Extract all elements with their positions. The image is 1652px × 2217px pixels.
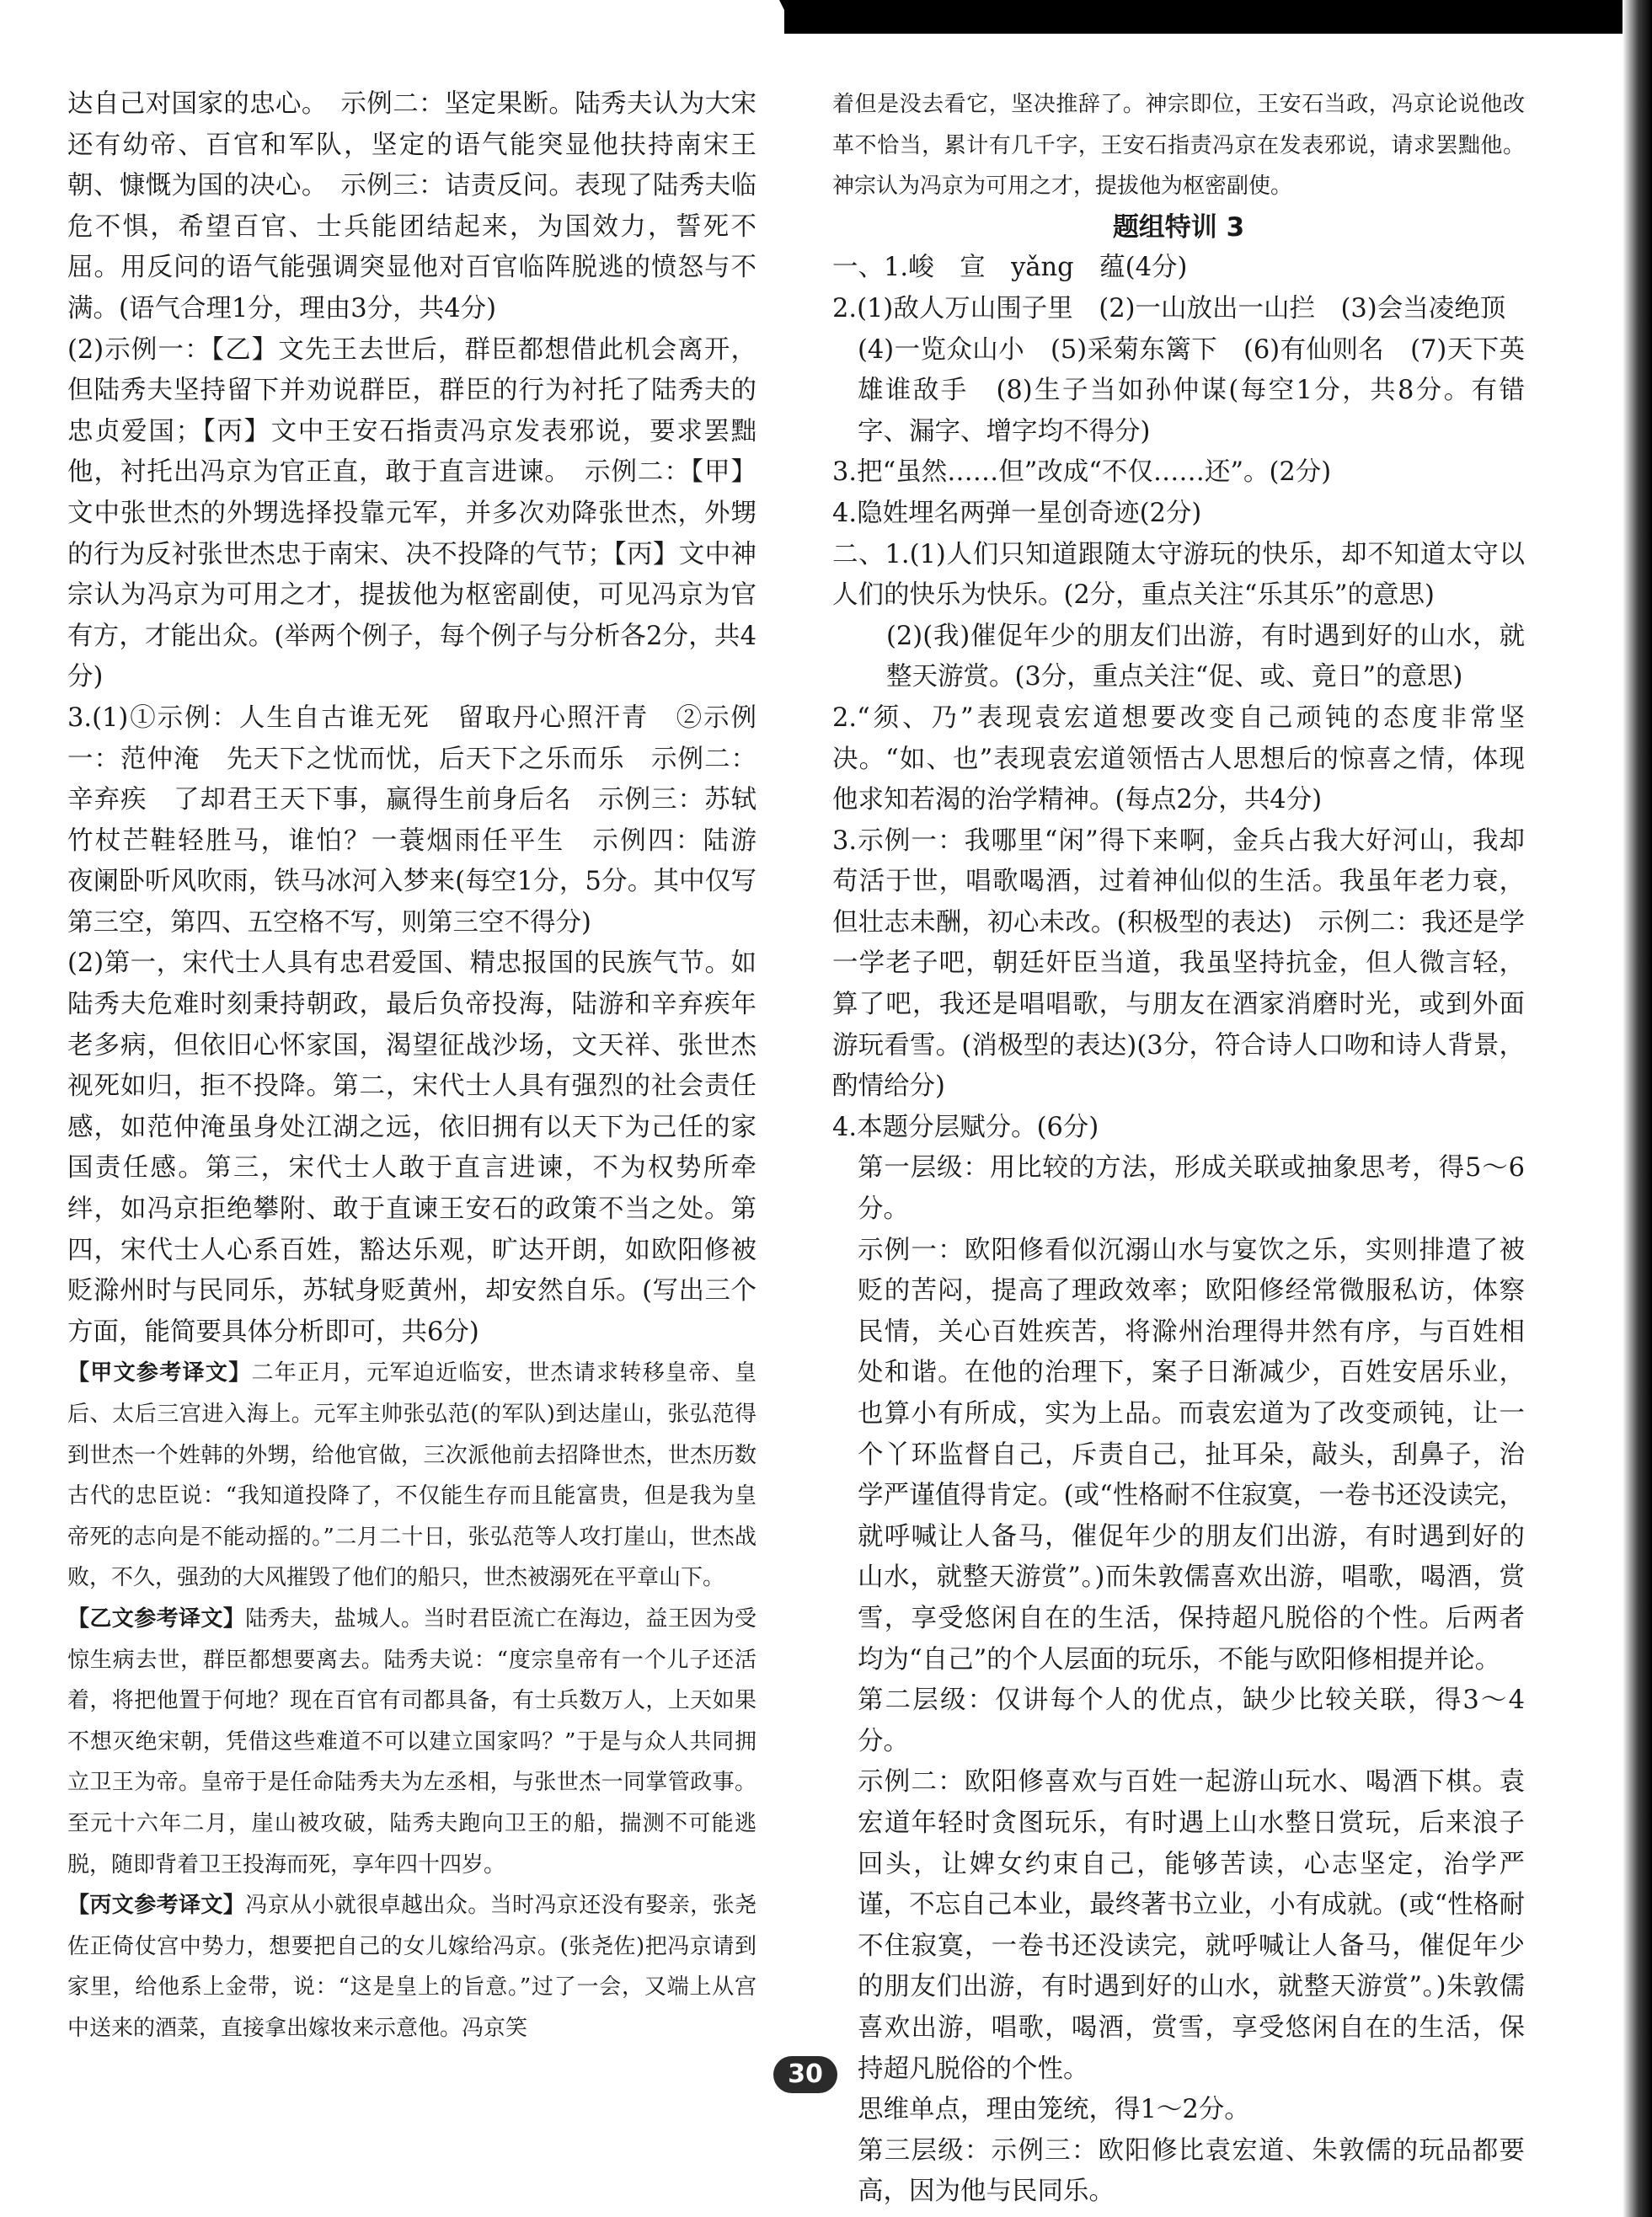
answer-item: 第三层级：示例三：欧阳修比袁宏道、朱敦儒的玩品都要高，因为他与民同乐。	[858, 2135, 1525, 2207]
right-column	[832, 84, 1525, 2213]
answer-item: (2)(我)催促年少的朋友们出游，有时遇到好的山水，就整天游赏。(3分，重点关注“促、或、竟日”的意思)	[886, 621, 1525, 692]
translation-text: 冯京从小就很卓越出众。当时冯京还没有娶亲，张尧佐正倚仗宫中势力，想要把自己的女儿嫁给冯京。(张尧佐)把冯京请到家里，给他系上金带，说：“这是皇上的旨意。”过了一会，又端上从宫中送来的酒菜，直接拿出嫁妆来示意他。冯京笑	[67, 1893, 756, 2041]
answer-paragraph: 达自己对国家的忠心。 示例二：坚定果断。陆秀夫认为大宋还有幼帝、百官和军队，坚定的语气能突显他扶持南宋王朝、慷慨为国的决心。 示例三：诘责反问。表现了陆秀夫临危不惧，希望百官、士兵能团结起来，为国效力，誓死不屈。用反问的语气能强调突显他对百官临阵脱逃的愤怒与不满。(语气合理1分，理由3分，共4分)	[67, 89, 756, 323]
answer-item: 3.示例一：我哪里“闲”得下来啊，金兵占我大好河山，我却苟活于世，唱歌喝酒，过着神仙似的生活。我虽年老力衰，但壮志未酬，初心未改。(积极型的表达) 示例二：我还是学一学老子吧，朝廷奸臣当道，我虽坚持抗金，但人微言轻，算了吧，我还是唱唱歌，与朋友在酒家消磨时光，或到外面游玩看雪。(消极型的表达)(3分，符合诗人口吻和诗人背景，酌情给分)	[832, 825, 1525, 1102]
translation-tag: 【丙文参考译文】	[67, 1893, 246, 1919]
answer-item: (4)一览众山小 (5)采菊东篱下 (6)有仙则名 (7)天下英雄谁敌手 (8)生子当如孙仲谋(每空1分，共8分。有错字、漏字、增字均不得分)	[858, 334, 1525, 446]
answer-item: 2.(1)敌人万山围子里 (2)一山放出一山拦 (3)会当凌绝顶	[832, 293, 1506, 323]
answer-paragraph: (2)第一，宋代士人具有忠君爱国、精忠报国的民族气节。如陆秀夫危难时刻秉持朝政，最后负帝投海，陆游和辛弃疾年老多病，但依旧心怀家国，渴望征战沙场，文天祥、张世杰视死如归，拒不投降。第二，宋代士人具有强烈的社会责任感，如范仲淹虽身处江湖之远，依旧拥有以天下为己任的家国责任感。第三，宋代士人敢于直言进谏，不为权势所牵绊，如冯京拒绝攀附、敢于直谏王安石的政策不当之处。第四，宋代士人心系百姓，豁达乐观，旷达开朗，如欧阳修被贬滁州时与民同乐，苏轼身贬黄州，却安然自乐。(写出三个方面，能简要具体分析即可，共6分)	[67, 948, 756, 1347]
answer-item: 示例二：欧阳修喜欢与百姓一起游山玩水、喝酒下棋。袁宏道年轻时贪图玩乐，有时遇上山水整日赏玩，后来浪子回头，让婢女约束自己，能够苦读，心志坚定，治学严谨，不忘自己本业，最终著书立业，小有成就。(或“性格耐不住寂寞，一卷书还没读完，就呼喊让人备马，催促年少的朋友们出游，有时遇到好的山水，就整天游赏”。)朱敦儒喜欢出游，唱歌，喝酒，赏雪，享受悠闲自在的生活，保持超凡脱俗的个性。	[858, 1767, 1525, 2084]
page-number: 30	[773, 2056, 837, 2093]
answer-item: 示例一：欧阳修看似沉溺山水与宴饮之乐，实则排遣了被贬的苦闷，提高了理政效率；欧阳修经常微服私访，体察民情，关心百姓疾苦，将滁州治理得井然有序，与百姓相处和谐。在他的治理下，案子日渐减少，百姓安居乐业，也算小有所成，实为上品。而袁宏道为了改变顽钝，让一个丫环监督自己，斥责自己，扯耳朵，敲头，刮鼻子，治学严谨值得肯定。(或“性格耐不住寂寞，一卷书还没读完，就呼喊让人备马，催促年少的朋友们出游，有时遇到好的山水，就整天游赏”。)而朱敦儒喜欢出游，唱歌，喝酒，赏雪，享受悠闲自在的生活，保持超凡脱俗的个性。后两者均为“自己”的个人层面的玩乐，不能与欧阳修相提并论。	[858, 1235, 1525, 1675]
translation-bing	[67, 1885, 756, 2049]
scan-edge-shadow	[1623, 0, 1652, 2217]
translation-text: 二年正月，元军迫近临安，世杰请求转移皇帝、皇后、太后三宫进入海上。元军主帅张弘范(的军队)到达崖山，张弘范得到世杰一个姓韩的外甥，给他官做，三次派他前去招降世杰，世杰历数古代的忠臣说：“我知道投降了，不仅能生存而且能富贵，但是我为皇帝死的志向是不能动摇的。”二月二十日，张弘范等人攻打崖山，世杰战败，不久，强劲的大风摧毁了他们的船只，世杰被溺死在平章山下。	[67, 1360, 756, 1591]
scan-corner-shadow	[784, 0, 1652, 34]
answer-item: 二、1.(1)人们只知道跟随太守游玩的快乐，却不知道太守以人们的快乐为快乐。(2分，重点关注“乐其乐”的意思)	[832, 539, 1525, 611]
answer-paragraph: 3.(1)①示例：人生自古谁无死 留取丹心照汗青 ②示例一：范仲淹 先天下之忧而忧，后天下之乐而乐 示例二：辛弃疾 了却君王天下事，赢得生前身后名 示例三：苏轼 竹杖芒鞋轻胜马，谁怕？一蓑烟雨任平生 示例四：陆游 夜阑卧听风吹雨，铁马冰河入梦来(每空1分，5分。其中仅写第三空，第四、五空格不写，则第三空不得分)	[67, 702, 783, 938]
answer-item: 4.本题分层赋分。(6分)	[832, 1112, 1099, 1142]
translation-tag: 【甲文参考译文】	[67, 1360, 252, 1386]
translation-yi	[67, 1599, 756, 1885]
answer-item: 一、1.峻 宣 yǎng 蕴(4分)	[832, 253, 1188, 283]
answer-paragraph: (2)示例一：【乙】文先王去世后，群臣都想借此机会离开，但陆秀夫坚持留下并劝说群臣，群臣的行为衬托了陆秀夫的忠贞爱国；【丙】文中王安石指责冯京发表邪说，要求罢黜他，衬托出冯京为官正直，敢于直言进谏。 示例二：【甲】文中张世杰的外甥选择投靠元军，并多次劝降张世杰，外甥的行为反衬张世杰忠于南宋、决不投降的气节；【丙】文中神宗认为冯京为可用之才，提拔他为枢密副使，可见冯京为官有方，才能出众。(举两个例子，每个例子与分析各2分，共4分)	[67, 334, 756, 692]
answer-item: 4.隐姓埋名两弹一星创奇迹(2分)	[832, 498, 1202, 528]
group-title: 题组特训 3	[1112, 211, 1245, 243]
translation-tag: 【乙文参考译文】	[67, 1605, 246, 1632]
answer-item: 思维单点，理由笼统，得1～2分。	[858, 2095, 1250, 2125]
answer-item: 2.“须、乃”表现袁宏道想要改变自己顽钝的态度非常坚决。“如、也”表现袁宏道领悟古人思想后的惊喜之情，体现他求知若渴的治学精神。(每点2分，共4分)	[832, 702, 1525, 815]
left-column	[67, 84, 783, 2049]
scan-corner-fold	[779, 0, 796, 34]
answer-item: 3.把“虽然……但”改成“不仅……还”。(2分)	[832, 457, 1332, 488]
translation-jia	[67, 1353, 756, 1599]
answer-item: 第一层级：用比较的方法，形成关联或抽象思考，得5～6分。	[858, 1153, 1525, 1225]
translation-text: 陆秀夫，盐城人。当时君臣流亡在海边，益王因为受惊生病去世，群臣都想要离去。陆秀夫说：“度宗皇帝有一个儿子还活着，将把他置于何地？现在百官有司都具备，有士兵数万人，上天如果不想灭绝宋朝，凭借这些难道不可以建立国家吗？”于是与众人共同拥立卫王为帝。皇帝于是任命陆秀夫为左丞相，与张世杰一同掌管政事。至元十六年二月，崖山被攻破，陆秀夫跑向卫王的船，揣测不可能逃脱，随即背着卫王投海而死，享年四十四岁。	[67, 1605, 756, 1878]
answer-item: 第二层级：仅讲每个人的优点，缺少比较关联，得3～4分。	[858, 1685, 1525, 1756]
translation-continued: 着但是没去看它，坚决推辞了。神宗即位，王安石当政，冯京论说他改革不恰当，累计有几千字，王安石指责冯京在发表邪说，请求罢黜他。神宗认为冯京为可用之才，提拔他为枢密副使。	[832, 92, 1525, 200]
